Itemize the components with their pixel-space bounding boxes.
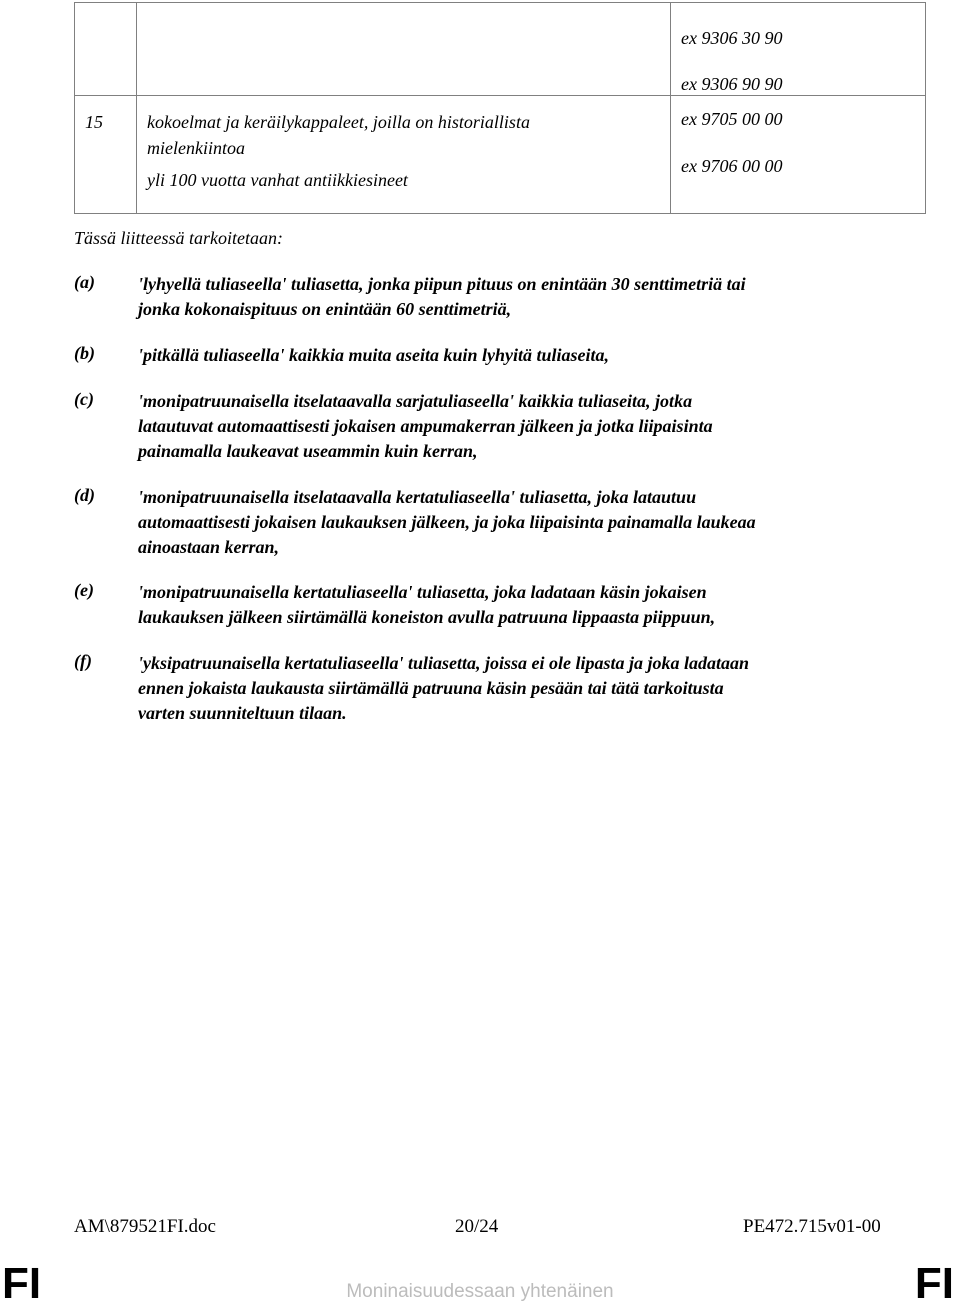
description-line: mielenkiintoa	[147, 138, 245, 158]
definition-text	[138, 343, 898, 368]
footer-page-number: 20/24	[455, 1216, 499, 1237]
definition-line: jonka kokonaispituus on enintään 60 senttimetriä,	[138, 299, 512, 319]
customs-code-table	[74, 2, 926, 214]
footer-doc-ref: AM\879521FI.doc	[74, 1216, 216, 1237]
definition-line: 'yksipatruunaisella kertatuliaseella' tuliasetta, joissa ei ole lipasta ja joka ladataan	[138, 653, 750, 673]
customs-code: ex 9706 00 00	[681, 156, 783, 176]
row-number-cell	[75, 3, 137, 96]
definition-text	[138, 272, 898, 322]
language-code-right: FI	[914, 1259, 954, 1308]
definition-line: ennen jokaista laukausta siirtämällä patruuna käsin pesään tai tätä tarkoitusta	[138, 678, 724, 698]
definition-line: automaattisesti jokaisen laukauksen jälkeen, ja joka liipaisinta painamalla laukeaa	[138, 512, 756, 532]
footer-pe-ref: PE472.715v01-00	[743, 1216, 881, 1237]
row-codes-cell	[671, 3, 926, 96]
definition-text	[138, 485, 898, 560]
table-row	[75, 96, 926, 214]
description-line: yli 100 vuotta vanhat antiikkiesineet	[147, 170, 408, 190]
definition-line: ainoastaan kerran,	[138, 537, 280, 557]
table-row	[75, 3, 926, 96]
definition-label: (f)	[74, 651, 92, 671]
row-number: 15	[85, 112, 103, 132]
definition-label: (a)	[74, 272, 95, 292]
definition-label: (e)	[74, 580, 94, 600]
definition-line: 'lyhyellä tuliaseella' tuliasetta, jonka piipun pituus on enintään 30 senttimetriä tai	[138, 274, 746, 294]
definition-label: (c)	[74, 389, 94, 409]
definition-label: (b)	[74, 343, 95, 363]
definition-line: 'monipatruunaisella kertatuliaseella' tuliasetta, joka ladataan käsin jokaisen	[138, 582, 707, 602]
definition-text	[138, 580, 898, 630]
row-codes-cell	[671, 96, 926, 214]
row-number-cell	[75, 96, 137, 214]
definitions-intro: Tässä liitteessä tarkoitetaan:	[74, 228, 283, 248]
language-code-left: FI	[2, 1259, 42, 1308]
definition-line: varten suunniteltuun tilaan.	[138, 703, 347, 723]
customs-code: ex 9705 00 00	[681, 109, 783, 129]
customs-code: ex 9306 30 90	[681, 28, 783, 48]
row-description-cell	[137, 3, 671, 96]
definition-line: laukauksen jälkeen siirtämällä koneiston avulla patruuna lippaasta piippuun,	[138, 607, 716, 627]
definition-line: 'monipatruunaisella itselataavalla sarjatuliaseella' kaikkia tuliaseita, jotka	[138, 391, 693, 411]
definition-line: 'pitkällä tuliaseella' kaikkia muita aseita kuin lyhyitä tuliaseita,	[138, 345, 610, 365]
row-description-cell	[137, 96, 671, 214]
customs-code: ex 9306 90 90	[681, 74, 783, 94]
description-line: kokoelmat ja keräilykappaleet, joilla on historiallista	[147, 112, 530, 132]
definition-line: 'monipatruunaisella itselataavalla kertatuliaseella' tuliasetta, joka latautuu	[138, 487, 697, 507]
eu-motto: Moninaisuudessaan yhtenäinen	[346, 1281, 614, 1302]
definition-line: latautuvat automaattisesti jokaisen ampumakerran jälkeen ja jotka liipaisinta	[138, 416, 713, 436]
definition-line: painamalla laukeavat useammin kuin kerran,	[138, 441, 478, 461]
definition-text	[138, 389, 898, 464]
definition-label: (d)	[74, 485, 95, 505]
definition-text	[138, 651, 898, 726]
